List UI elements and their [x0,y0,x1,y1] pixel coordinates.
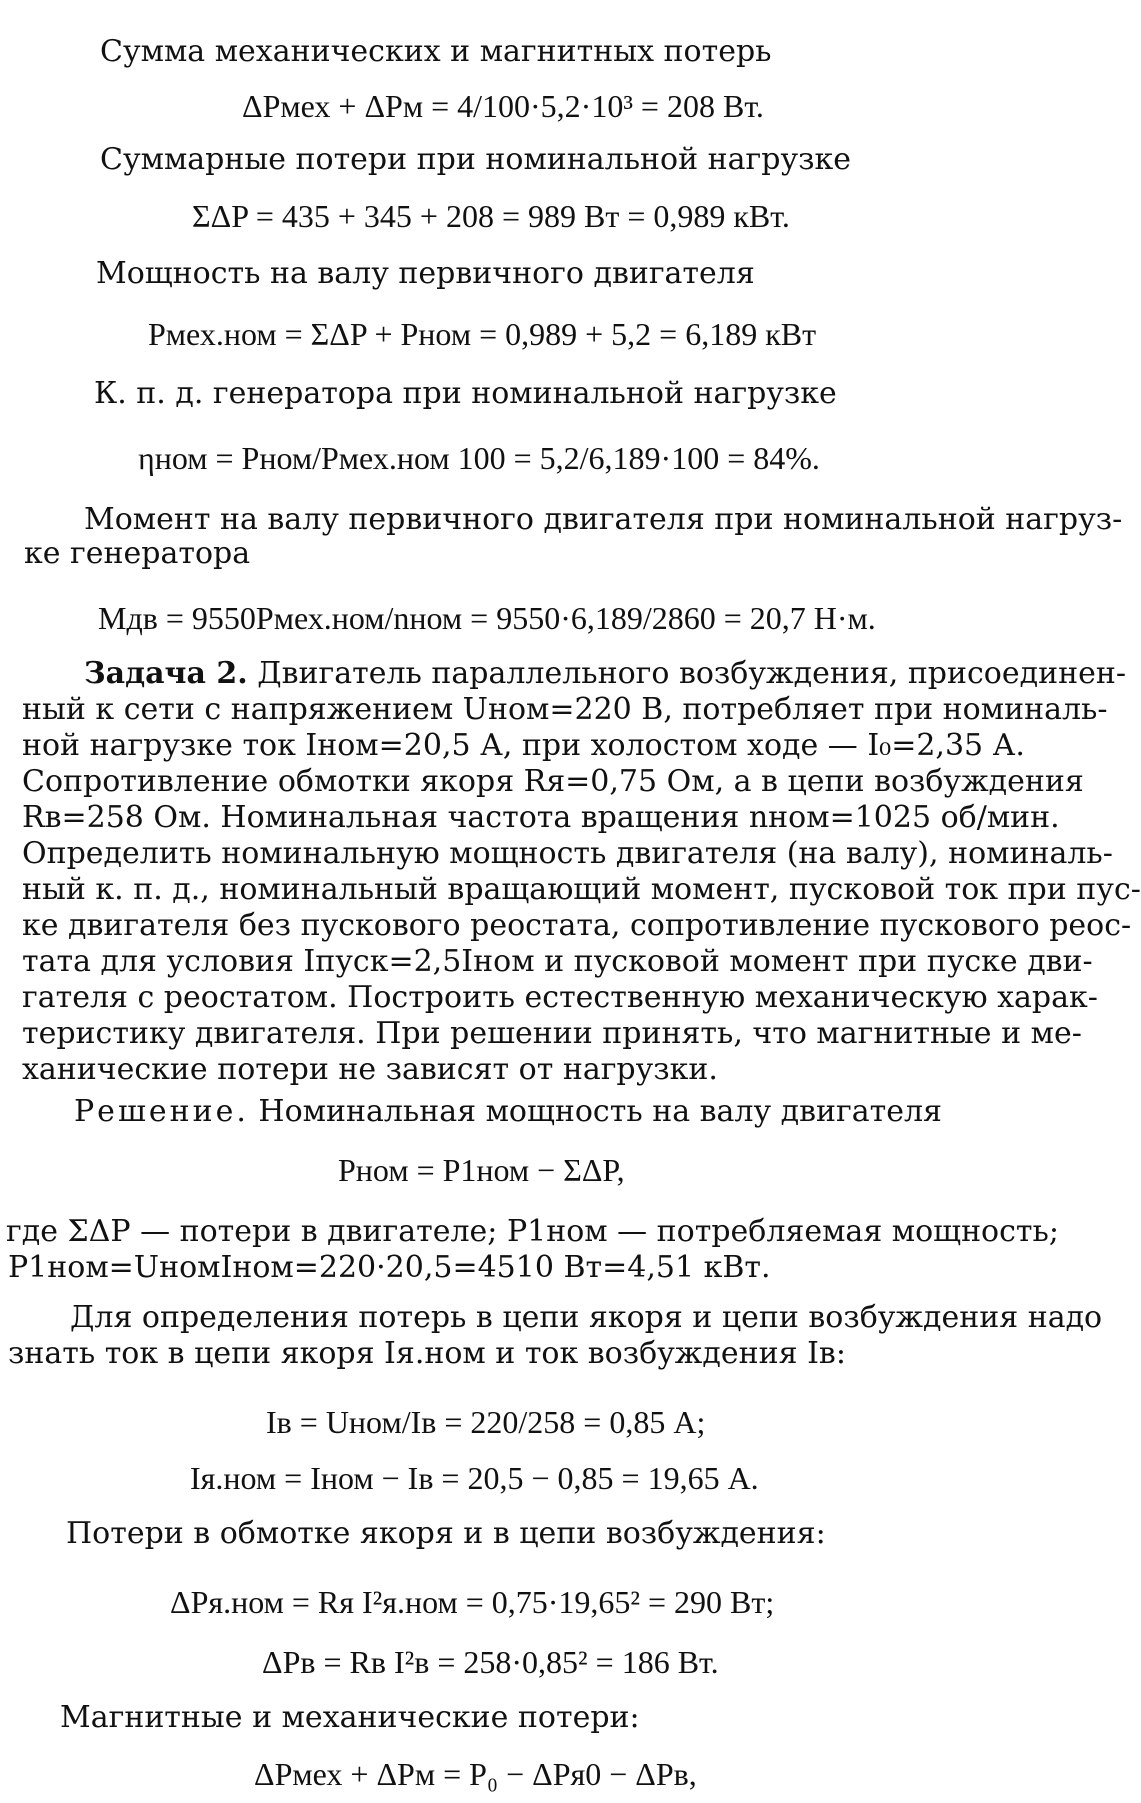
text-line: знать ток в цепи якоря Iя.ном и ток возбуждения Iв: [8,1336,846,1371]
text-line: Для определения потерь в цепи якоря и цепи возбуждения надо [70,1300,1103,1335]
formula-line: ΔPмех + ΔPм = 4/100·5,2·10³ = 208 Вт. [242,88,764,124]
text-line: Сумма механических и магнитных потерь [100,34,772,69]
text-line: где ΣΔP — потери в двигателе; P1ном — потребляемая мощность; [6,1214,1059,1249]
text-line: Номинальная мощность на валу двигателя [258,1094,942,1129]
text-line: Момент на валу первичного двигателя при номинальной нагруз- [84,502,1123,537]
text-line: Сопротивление обмотки якоря Rя=0,75 Ом, а в цепи возбуждения [22,764,1084,799]
text-line: ке генератора [24,536,251,571]
text-line: ный к. п. д., номинальный вращающий момент, пусковой ток при пус- [22,872,1141,907]
formula-line: ΔPв = Rв I²в = 258·0,85² = 186 Вт. [262,1644,719,1680]
formula-line: ΣΔP = 435 + 345 + 208 = 989 Вт = 0,989 кВт. [192,198,790,234]
text-line: ке двигателя без пускового реостата, сопротивление пускового реос- [22,908,1132,943]
task-first-line [84,656,1126,692]
formula-line: ηном = Pном/Pмех.ном 100 = 5,2/6,189·100 = 84%. [138,440,820,476]
text-line: тата для условия Iпуск=2,5Iном и пусковой момент при пуске дви- [22,944,1093,979]
text-line: теристику двигателя. При решении принять, что магнитные и ме- [22,1016,1082,1051]
text-line: К. п. д. генератора при номинальной нагрузке [94,376,837,411]
formula-line: Iв = Uном/Iв = 220/258 = 0,85 А; [266,1404,706,1440]
text-line: гателя с реостатом. Построить естественную механическую харак- [22,980,1098,1015]
formula-line: ΔPмех + ΔPм = P₀ − ΔPя0 − ΔPв, [254,1756,697,1792]
formula-line: Pном = P1ном − ΣΔP, [338,1152,625,1188]
text-line: Мощность на валу первичного двигателя [96,256,755,291]
text-line: Двигатель параллельного возбуждения, присоединен- [257,656,1126,691]
task-heading: Задача 2. [84,656,248,691]
text-line: Суммарные потери при номинальной нагрузке [100,142,851,177]
text-line: Магнитные и механические потери: [60,1700,640,1735]
text-line: ный к сети с напряжением Uном=220 В, потребляет при номиналь- [22,692,1108,727]
text-line: Rв=258 Ом. Номинальная частота вращения nном=1025 об/мин. [22,800,1060,835]
solution-line [74,1094,942,1130]
text-line: ханические потери не зависят от нагрузки. [22,1052,718,1087]
text-line: P1ном=UномIном=220·20,5=4510 Вт=4,51 кВт. [8,1250,771,1285]
formula-line: ΔPя.ном = Rя I²я.ном = 0,75·19,65² = 290 Вт; [170,1584,775,1620]
solution-heading: Решение. [74,1094,249,1129]
formula-line: Iя.ном = Iном − Iв = 20,5 − 0,85 = 19,65 А. [190,1460,759,1496]
text-line: Определить номинальную мощность двигателя (на валу), номиналь- [22,836,1113,871]
formula-line: Pмех.ном = ΣΔP + Pном = 0,989 + 5,2 = 6,189 кВт [148,316,817,352]
text-line: ной нагрузке ток Iном=20,5 А, при холостом ходе — I₀=2,35 А. [22,728,1025,763]
text-line: Потери в обмотке якоря и в цепи возбуждения: [66,1516,826,1551]
formula-line: Mдв = 9550Pмех.ном/nном = 9550·6,189/2860 = 20,7 Н·м. [98,600,876,636]
